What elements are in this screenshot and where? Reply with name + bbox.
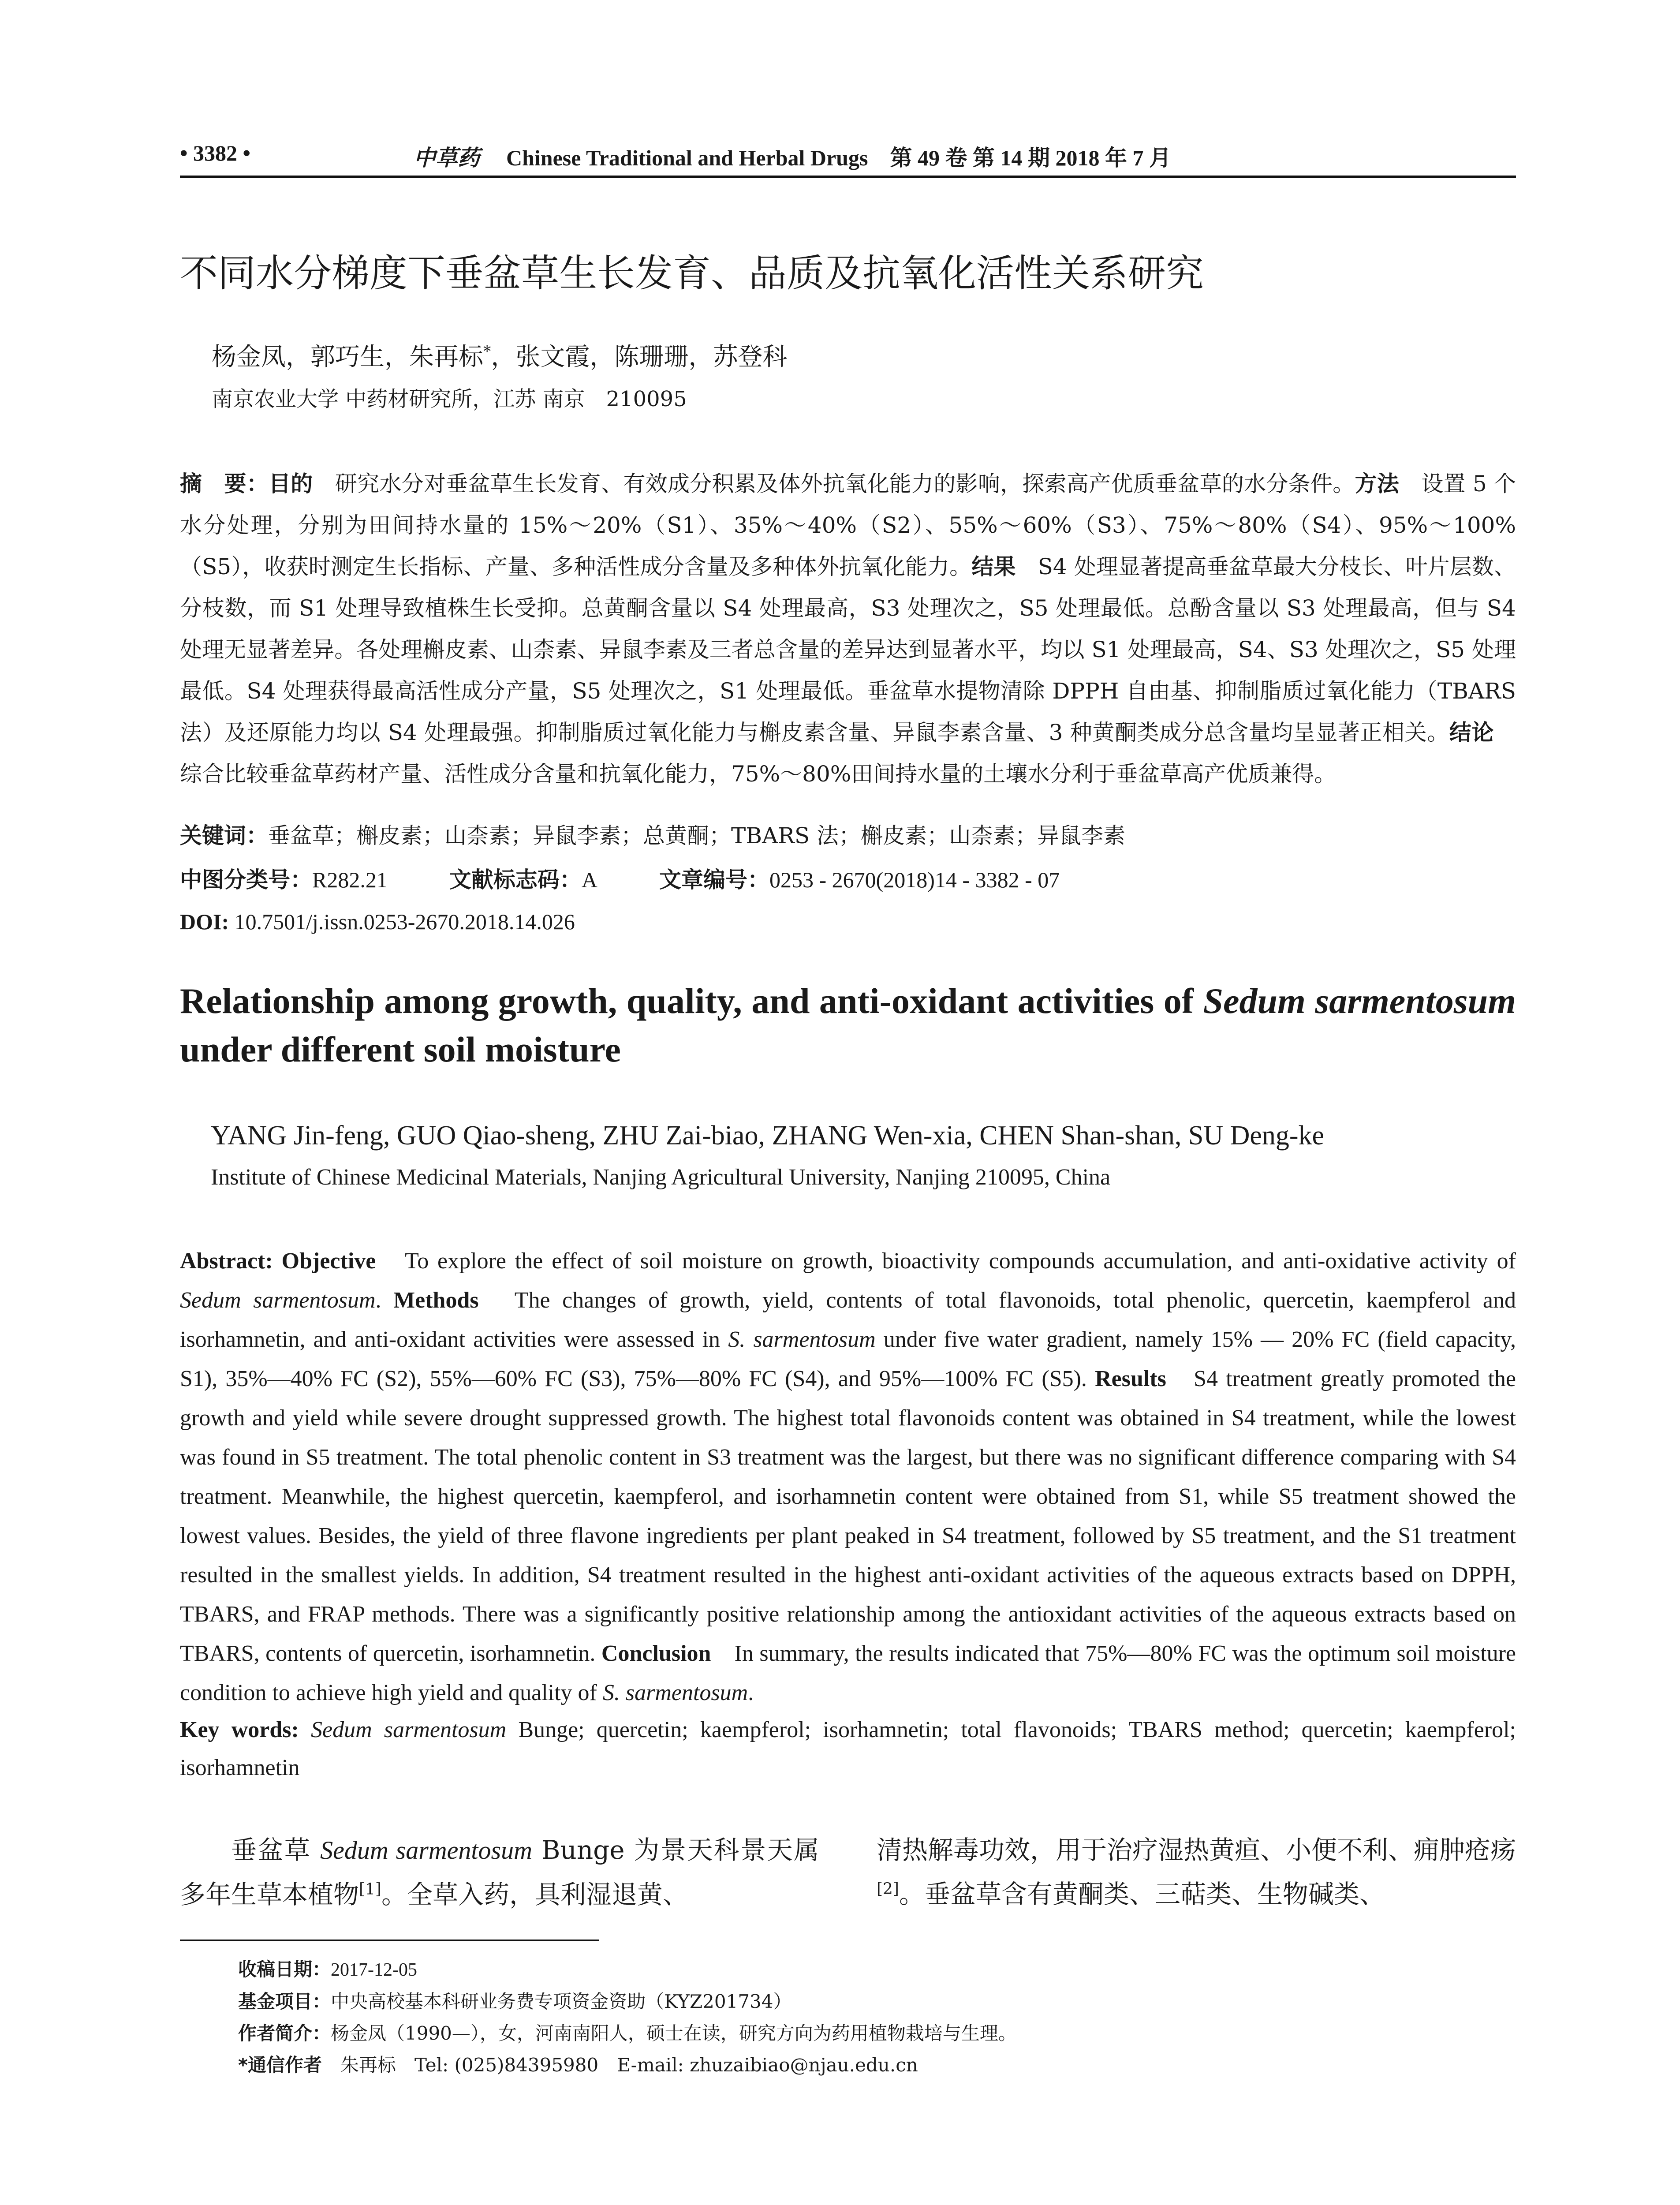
en-methods-species: S. sarmentosum [728, 1327, 876, 1352]
fund-value: 中央高校基本科研业务费专项资金资助（KYZ201734） [331, 1991, 792, 2012]
article-no-value: 0253 - 2670(2018)14 - 3382 - 07 [769, 867, 1060, 892]
en-title-species: Sedum sarmentosum [1203, 981, 1516, 1021]
en-conclusion-label: Conclusion [601, 1641, 711, 1666]
footnotes [238, 1954, 1517, 2081]
doi-value: 10.7501/j.issn.0253-2670.2018.14.026 [234, 909, 575, 934]
doi-line [180, 904, 1516, 939]
body-right-b: 。垂盆草含有黄酮类、三萜类、生物碱类、 [899, 1879, 1385, 1909]
received-value: 2017-12-05 [331, 1960, 417, 1980]
cn-results-label: 结果 [971, 554, 1016, 579]
en-title-a: Relationship among growth, quality, and anti-oxidant activities of [180, 981, 1203, 1021]
received-label: 收稿日期： [238, 1958, 331, 1980]
citation-ref-1[interactable]: [1] [359, 1880, 381, 1899]
fund-label: 基金项目： [238, 1991, 331, 2012]
en-objective-species: Sedum sarmentosum [180, 1288, 376, 1313]
en-results: S4 treatment greatly promoted the growth and yield while severe drought suppressed growth. The highest total flavonoids content was obtained in S4 treatment, while the lowest was found in S5 treatment. The total phenolic content in S3 treatment was the largest, but there was no significant difference comparing with S4 treatment. Meanwhile, the highest quercetin, kaempferol, and isorhamnetin content were obtained from S1, while S5 treatment showed the lowest values. Besides, the yield of three flavone ingredients per plant peaked in S4 treatment, followed by S5 treatment, and the S1 treatment resulted in the smallest yields. In addition, S4 treatment resulted in the highest anti-oxidant activities of the aqueous extracts based on DPPH, TBARS, and FRAP methods. There was a significantly positive relationship among the antioxidant activities of the aqueous extracts based on TBARS, contents of quercetin, isorhamnetin. [180, 1366, 1516, 1666]
clc-value: R282.21 [312, 867, 388, 892]
cn-affiliation: 南京农业大学 中药材研究所，江苏 南京 210095 [212, 387, 687, 411]
header-rule [180, 176, 1516, 178]
journal-logo: 中草药 [414, 146, 480, 170]
cn-classification [180, 862, 1516, 897]
cn-keywords [180, 818, 1516, 853]
en-objective-b: . [375, 1288, 394, 1313]
cn-keywords-label: 关键词： [180, 823, 268, 848]
body-left-a: 垂盆草 [231, 1835, 321, 1865]
citation-ref-2[interactable]: [2] [877, 1880, 899, 1898]
doi-label: DOI: [180, 909, 235, 934]
cn-results: S4 处理显著提高垂盆草最大分枝长、叶片层数、分枝数，而 S1 处理导致植株生长受抑。总黄酮含量以 S4 处理最高，S3 处理次之，S5 处理最低。总酚含量以 S3 处理最高，但与 S4 处理无显著差异。各处理槲皮素、山柰素、异鼠李素及三者总含量的差异达到显著水平，均以 S1 处理最高，S4、S3 处理次之，S5 处理最低。S4 处理获得最高活性成分产量，S5 处理次之，S1 处理最低。垂盆草水提物清除 DPPH 自由基、抑制脂质过氧化能力（TBARS 法）及还原能力均以 S4 处理最强。抑制脂质过氧化能力与槲皮素含量、异鼠李素含量、3 种黄酮类成分总含量均呈显著正相关。 [180, 554, 1516, 745]
footnote-rule [180, 1940, 599, 1941]
en-keywords-text: Bunge; quercetin; kaempferol; isorhamnetin; total flavonoids; TBARS method; quercetin; kaempferol; isorhamnetin [180, 1717, 1516, 1780]
corresponding-mark: * [483, 343, 491, 361]
bio-label: 作者简介： [238, 2022, 331, 2044]
footnote-bio [238, 2018, 1517, 2049]
en-abstract [180, 1241, 1516, 1712]
body-left-species: Sedum sarmentosum [320, 1836, 532, 1865]
body-left-c: 。全草入药，具利湿退黄、 [381, 1880, 688, 1910]
cn-abstract-label: 摘 要： [180, 471, 269, 497]
footnote-correspondence [238, 2049, 1517, 2081]
en-results-label: Results [1095, 1366, 1166, 1391]
cn-keywords-text: 垂盆草；槲皮素；山柰素；异鼠李素；总黄酮；TBARS 法；槲皮素；山柰素；异鼠李素 [268, 823, 1125, 848]
page-number: • 3382 • [180, 141, 251, 165]
body-left-b: Bunge 为景天科景天属多年生草本植物 [180, 1835, 819, 1910]
bio-value: 杨金凤（1990—），女，河南南阳人，硕士在读，研究方向为药用植物栽培与生理。 [331, 2022, 1017, 2044]
en-affiliation: Institute of Chinese Medicinal Materials, Nanjing Agricultural University, Nanjing 210095, China [211, 1165, 1111, 1190]
en-keywords-label: Key words: [180, 1717, 299, 1742]
en-title-b: under different soil moisture [180, 1029, 621, 1069]
running-header [180, 140, 1516, 176]
journal-citation: Chinese Traditional and Herbal Drugs 第 49 卷 第 14 期 2018 年 7 月 [506, 146, 1171, 170]
en-conclusion-a: In summary, the results indicated that 75%—80% FC was the optimum soil moisture condition to achieve high yield and quality of [180, 1641, 1516, 1705]
body-right-a: 清热解毒功效，用于治疗湿热黄疸、小便不利、痈肿疮疡 [877, 1835, 1516, 1865]
cn-methods-label: 方法 [1355, 471, 1400, 497]
cn-objective-label: 目的 [269, 471, 313, 497]
en-methods-label: Methods [393, 1288, 479, 1313]
article-no-label: 文章编号： [659, 867, 769, 893]
footnote-fund [238, 1986, 1517, 2018]
en-keywords-species: Sedum sarmentosum [299, 1717, 507, 1742]
doc-code-label: 文献标志码： [449, 867, 582, 893]
footnote-received [238, 1954, 1517, 1986]
corr-label: *通信作者 [238, 2054, 322, 2076]
en-methods-a: The changes of growth, yield, contents of total flavonoids, total phenolic, quercetin, kaempferol and isorhamnetin, and anti-oxidant activities were assessed in [180, 1288, 1516, 1352]
cn-methods: 设置 5 个水分处理，分别为田间持水量的 15%～20%（S1）、35%～40%（S2）、55%～60%（S3）、75%～80%（S4）、95%～100%（S5），收获时测定生长指标、产量、多种活性成分含量及多种体外抗氧化能力。 [180, 471, 1516, 579]
en-abstract-label: Abstract: Objective [180, 1248, 376, 1274]
journal-info [414, 140, 1171, 172]
en-conclusion-species: S. sarmentosum [602, 1680, 748, 1705]
en-title [180, 977, 1516, 1074]
body-column-left [180, 1828, 819, 1917]
clc-label: 中图分类号： [180, 867, 312, 893]
body-column-right [877, 1828, 1516, 1916]
cn-conclusion: 综合比较垂盆草药材产量、活性成分含量和抗氧化能力，75%～80%田间持水量的土壤水分利于垂盆草高产优质兼得。 [180, 720, 1516, 787]
en-authors: YANG Jin-feng, GUO Qiao-sheng, ZHU Zai-biao, ZHANG Wen-xia, CHEN Shan-shan, SU Deng-ke [211, 1121, 1325, 1151]
cn-authors-b: ，张文霞，陈珊珊，苏登科 [491, 343, 788, 371]
cn-objective: 研究水分对垂盆草生长发育、有效成分积累及体外抗氧化能力的影响，探索高产优质垂盆草的水分条件。 [313, 471, 1355, 497]
corr-value: 朱再标 Tel: (025)84395980 E-mail: zhuzaibiao@njau.edu.cn [321, 2054, 918, 2076]
cn-authors [212, 340, 1548, 375]
cn-conclusion-label: 结论 [1449, 720, 1494, 745]
doc-code-value: A [581, 867, 597, 892]
en-conclusion-b: . [748, 1680, 754, 1705]
en-objective-a: To explore the effect of soil moisture on growth, bioactivity compounds accumulation, and anti-oxidative activity of [376, 1248, 1516, 1274]
en-keywords [180, 1711, 1516, 1787]
cn-authors-a: 杨金凤，郭巧生，朱再标 [212, 343, 483, 371]
en-methods-b: under five water gradient, namely 15% — 20% FC (field capacity, S1), 35%—40% FC (S2), 55%—60% FC (S3), 75%—80% FC (S4), and 95%—100% FC (S5). [180, 1327, 1516, 1391]
cn-abstract [180, 463, 1516, 795]
cn-title: 不同水分梯度下垂盆草生长发育、品质及抗氧化活性关系研究 [180, 251, 1204, 295]
